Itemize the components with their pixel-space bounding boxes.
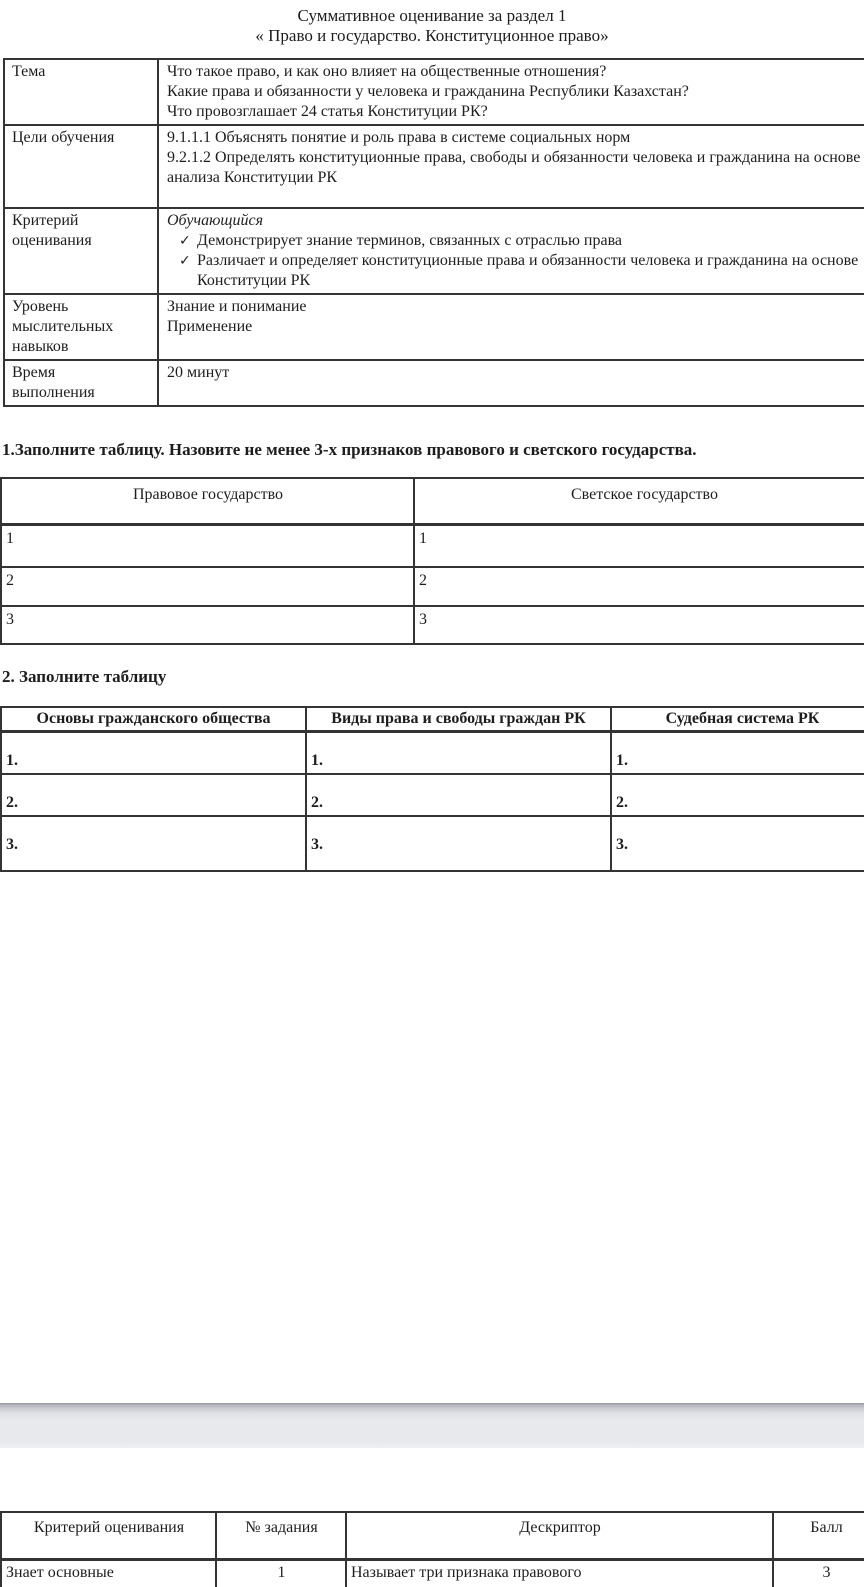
- task2-col-header: Судебная система РК: [611, 707, 864, 732]
- criteria-bullet-text: Различает и определяет конституционные права и обязанности человека и гражданина на основе Конституции РК: [197, 252, 859, 289]
- table-row: [1, 524, 864, 567]
- task2-col-header: Основы гражданского общества: [1, 707, 306, 732]
- table-row: [1, 774, 864, 816]
- task2-col-header: Виды права и свободы граждан РК: [306, 707, 611, 732]
- task2-heading: 2. Заполните таблицу: [2, 667, 167, 686]
- table-header-row: [1, 478, 864, 524]
- task2-table: [0, 706, 864, 872]
- info-value-thinking-skills: Знание и понимание Применение: [158, 294, 864, 360]
- info-value-criteria: [158, 208, 864, 294]
- task1-answer-cell: 3: [1, 606, 414, 644]
- task1-col-header: Правовое государство: [1, 478, 414, 524]
- task1-table: [0, 477, 864, 645]
- info-label-thinking-skills: Уровень мыслительных навыков: [4, 294, 158, 360]
- task2-answer-cell: 2.: [611, 774, 864, 816]
- table-row: [1, 567, 864, 606]
- criteria-bullet: [167, 251, 864, 291]
- info-value-time: 20 минут: [158, 360, 864, 406]
- task1-heading: 1.Заполните таблицу. Назовите не менее 3-х признаков правового и светского государства.: [2, 440, 697, 459]
- info-label-tema: Тема: [4, 59, 158, 125]
- task2-answer-cell: 1.: [1, 732, 306, 775]
- table-row: [4, 294, 864, 360]
- rubric-score-cell: 3: [773, 1559, 864, 1587]
- checkmark-icon: ✓: [179, 253, 191, 269]
- table-header-row: [1, 1512, 864, 1559]
- page-separator: [0, 1403, 864, 1448]
- criteria-bullet: [167, 231, 864, 251]
- info-label-criteria: Критерий оценивания: [4, 208, 158, 294]
- task1-answer-cell: 2: [1, 567, 414, 606]
- task2-answer-cell: 1.: [306, 732, 611, 775]
- criteria-intro: Обучающийся: [167, 212, 264, 229]
- task1-answer-cell: 1: [1, 524, 414, 567]
- info-value-goals: 9.1.1.1 Объяснять понятие и роль права в системе социальных норм 9.2.1.2 Определять конституционные права, свободы и обязанности человека и гражданина на основе анализа Конституции РК: [158, 125, 864, 208]
- rubric-descriptor-cell: Называет три признака правового: [346, 1559, 773, 1587]
- checkmark-icon: ✓: [179, 233, 191, 249]
- rubric-col-header: Критерий оценивания: [1, 1512, 216, 1559]
- table-row: [1, 1559, 864, 1587]
- document-title-line1: Суммативное оценивание за раздел 1: [297, 6, 567, 25]
- task1-answer-cell: 3: [414, 606, 864, 644]
- info-value-tema: Что такое право, и как оно влияет на общественные отношения? Какие права и обязанности у человека и гражданина Республики Казахстан? Что провозглашает 24 статья Конституции РК?: [158, 59, 864, 125]
- table-row: [4, 208, 864, 294]
- task1-answer-cell: 1: [414, 524, 864, 567]
- info-label-time: Время выполнения: [4, 360, 158, 406]
- info-label-goals: Цели обучения: [4, 125, 158, 208]
- table-row: [4, 360, 864, 406]
- document-title-line2: « Право и государство. Конституционное право»: [255, 26, 609, 45]
- table-header-row: [1, 707, 864, 732]
- rubric-col-header: № задания: [216, 1512, 346, 1559]
- task2-answer-cell: 3.: [611, 816, 864, 871]
- table-row: [4, 125, 864, 208]
- rubric-task-number-cell: 1: [216, 1559, 346, 1587]
- task2-answer-cell: 2.: [306, 774, 611, 816]
- table-row: [1, 816, 864, 871]
- task1-answer-cell: 2: [414, 567, 864, 606]
- table-row: [4, 59, 864, 125]
- rubric-col-header: Балл: [773, 1512, 864, 1559]
- task2-answer-cell: 3.: [1, 816, 306, 871]
- task1-col-header: Светское государство: [414, 478, 864, 524]
- document-title: [0, 6, 864, 46]
- criteria-bullet-text: Демонстрирует знание терминов, связанных с отраслью права: [197, 232, 623, 249]
- task2-answer-cell: 2.: [1, 774, 306, 816]
- task2-answer-cell: 3.: [306, 816, 611, 871]
- table-row: [1, 606, 864, 644]
- table-row: [1, 732, 864, 775]
- rubric-table: [0, 1511, 864, 1587]
- rubric-criteria-cell: Знает основные: [1, 1559, 216, 1587]
- assessment-info-table: [3, 58, 864, 407]
- rubric-col-header: Дескриптор: [346, 1512, 773, 1559]
- task2-answer-cell: 1.: [611, 732, 864, 775]
